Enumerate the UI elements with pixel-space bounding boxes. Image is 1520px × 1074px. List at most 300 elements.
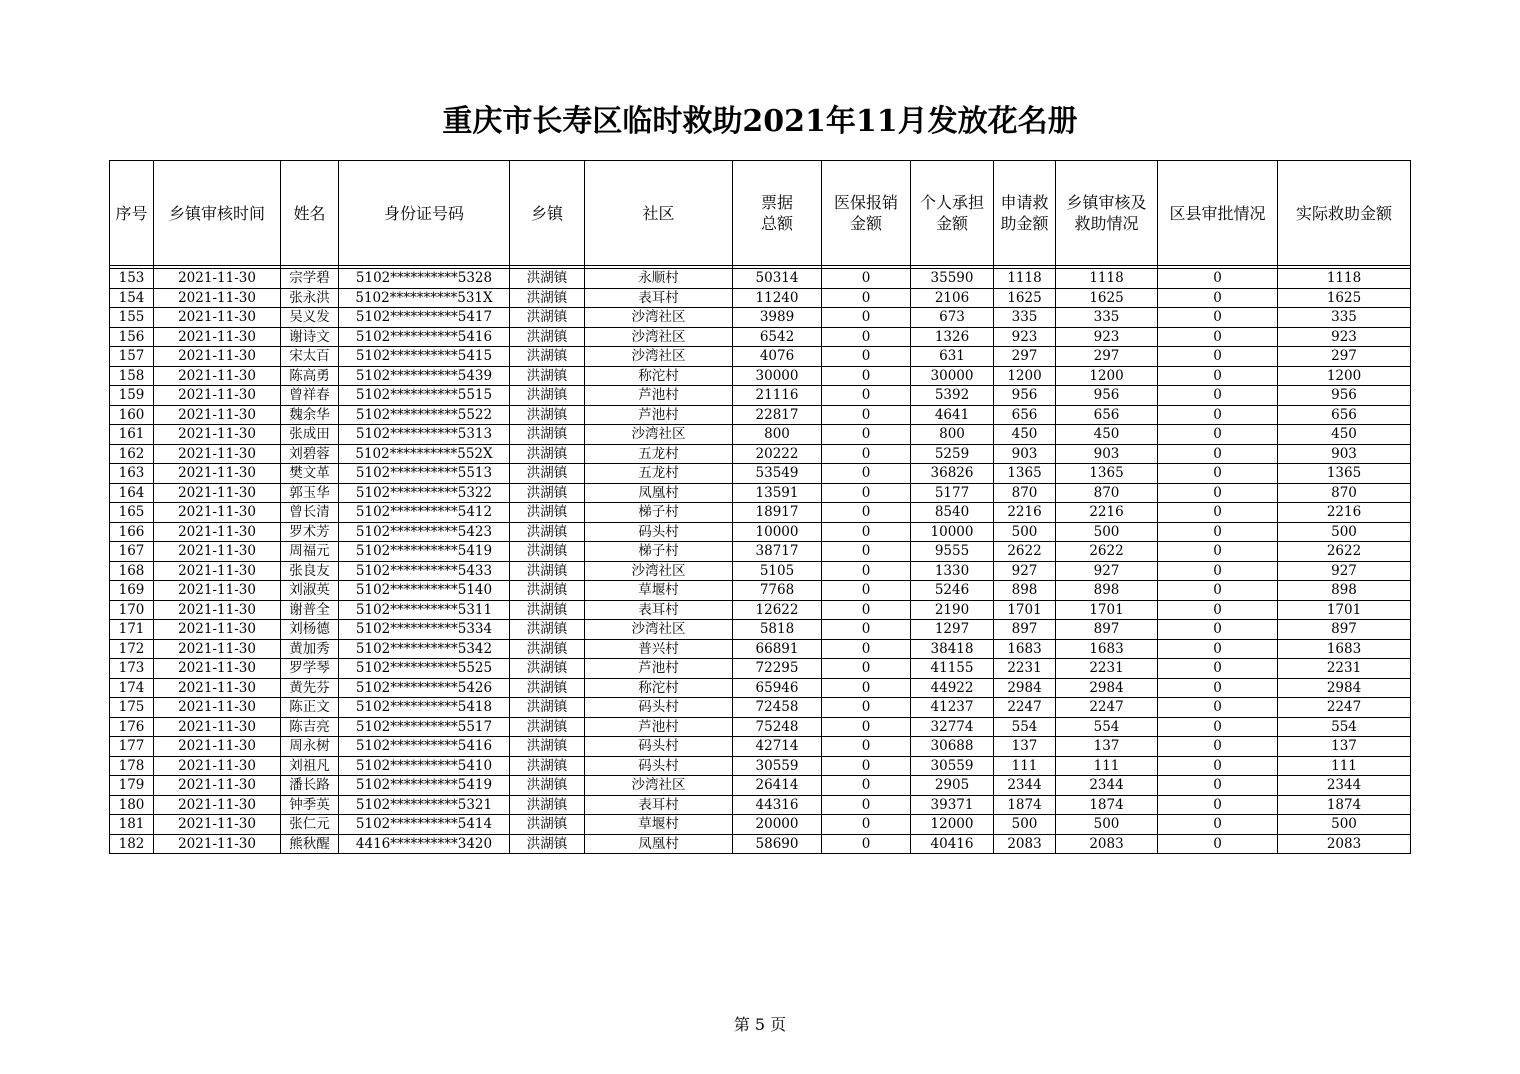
cell-personal-burden: 41155 (911, 659, 994, 679)
cell-town: 洪湖镇 (510, 444, 585, 464)
cell-town: 洪湖镇 (510, 503, 585, 523)
cell-county-approval: 0 (1158, 464, 1278, 484)
cell-review-date: 2021-11-30 (154, 698, 281, 718)
cell-id-number: 5102**********5517 (339, 717, 510, 737)
cell-id-number: 5102**********5416 (339, 327, 510, 347)
cell-actual-amount: 2216 (1278, 503, 1411, 523)
cell-town-review: 2083 (1056, 834, 1158, 854)
cell-id-number: 5102**********5311 (339, 600, 510, 620)
cell-community: 表耳村 (585, 288, 733, 308)
cell-invoice-total: 20000 (733, 815, 822, 835)
table-row (110, 581, 1411, 601)
table-row (110, 308, 1411, 328)
cell-personal-burden: 800 (911, 425, 994, 445)
cell-community: 芦池村 (585, 386, 733, 406)
cell-actual-amount: 923 (1278, 327, 1411, 347)
cell-requested-amount: 1200 (994, 366, 1056, 386)
cell-id-number: 5102**********531X (339, 288, 510, 308)
cell-id-number: 5102**********5313 (339, 425, 510, 445)
cell-requested-amount: 2216 (994, 503, 1056, 523)
cell-review-date: 2021-11-30 (154, 327, 281, 347)
cell-insurance-reimbursed: 0 (822, 386, 911, 406)
cell-serial: 153 (110, 269, 154, 289)
cell-actual-amount: 1365 (1278, 464, 1411, 484)
cell-name: 潘长路 (281, 776, 339, 796)
cell-serial: 157 (110, 347, 154, 367)
cell-insurance-reimbursed: 0 (822, 815, 911, 835)
header-name: 姓名 (281, 161, 339, 266)
table-row (110, 405, 1411, 425)
cell-requested-amount: 923 (994, 327, 1056, 347)
cell-review-date: 2021-11-30 (154, 600, 281, 620)
cell-insurance-reimbursed: 0 (822, 834, 911, 854)
cell-insurance-reimbursed: 0 (822, 347, 911, 367)
cell-invoice-total: 5818 (733, 620, 822, 640)
cell-personal-burden: 30000 (911, 366, 994, 386)
cell-review-date: 2021-11-30 (154, 347, 281, 367)
cell-id-number: 5102**********5417 (339, 308, 510, 328)
cell-name: 谢诗文 (281, 327, 339, 347)
cell-town: 洪湖镇 (510, 756, 585, 776)
cell-town-review: 335 (1056, 308, 1158, 328)
cell-invoice-total: 6542 (733, 327, 822, 347)
cell-personal-burden: 2106 (911, 288, 994, 308)
cell-name: 陈正文 (281, 698, 339, 718)
cell-review-date: 2021-11-30 (154, 737, 281, 757)
cell-name: 张仁元 (281, 815, 339, 835)
cell-insurance-reimbursed: 0 (822, 639, 911, 659)
cell-community: 表耳村 (585, 600, 733, 620)
cell-town: 洪湖镇 (510, 815, 585, 835)
cell-community: 沙湾社区 (585, 776, 733, 796)
cell-town-review: 656 (1056, 405, 1158, 425)
cell-town: 洪湖镇 (510, 698, 585, 718)
cell-name: 刘祖凡 (281, 756, 339, 776)
cell-town: 洪湖镇 (510, 620, 585, 640)
cell-review-date: 2021-11-30 (154, 366, 281, 386)
cell-personal-burden: 5392 (911, 386, 994, 406)
cell-actual-amount: 554 (1278, 717, 1411, 737)
cell-requested-amount: 1874 (994, 795, 1056, 815)
cell-community: 永顺村 (585, 269, 733, 289)
cell-review-date: 2021-11-30 (154, 678, 281, 698)
cell-id-number: 5102**********5525 (339, 659, 510, 679)
cell-review-date: 2021-11-30 (154, 717, 281, 737)
cell-insurance-reimbursed: 0 (822, 581, 911, 601)
table-row (110, 659, 1411, 679)
cell-invoice-total: 11240 (733, 288, 822, 308)
cell-town-review: 1625 (1056, 288, 1158, 308)
cell-review-date: 2021-11-30 (154, 503, 281, 523)
cell-town-review: 297 (1056, 347, 1158, 367)
cell-personal-burden: 9555 (911, 542, 994, 562)
cell-invoice-total: 21116 (733, 386, 822, 406)
cell-actual-amount: 335 (1278, 308, 1411, 328)
cell-personal-burden: 4641 (911, 405, 994, 425)
table-row (110, 678, 1411, 698)
cell-personal-burden: 10000 (911, 522, 994, 542)
cell-town: 洪湖镇 (510, 659, 585, 679)
header-town: 乡镇 (510, 161, 585, 266)
cell-county-approval: 0 (1158, 600, 1278, 620)
cell-actual-amount: 2622 (1278, 542, 1411, 562)
cell-actual-amount: 2083 (1278, 834, 1411, 854)
cell-serial: 173 (110, 659, 154, 679)
cell-name: 谢普全 (281, 600, 339, 620)
cell-community: 码头村 (585, 522, 733, 542)
table-row (110, 522, 1411, 542)
cell-town: 洪湖镇 (510, 795, 585, 815)
cell-review-date: 2021-11-30 (154, 288, 281, 308)
cell-personal-burden: 41237 (911, 698, 994, 718)
cell-id-number: 5102**********5439 (339, 366, 510, 386)
cell-requested-amount: 111 (994, 756, 1056, 776)
cell-insurance-reimbursed: 0 (822, 678, 911, 698)
cell-town: 洪湖镇 (510, 483, 585, 503)
cell-serial: 156 (110, 327, 154, 347)
cell-insurance-reimbursed: 0 (822, 464, 911, 484)
cell-community: 沙湾社区 (585, 620, 733, 640)
cell-requested-amount: 500 (994, 815, 1056, 835)
header-invoice-total: 票据 总额 (733, 161, 822, 266)
cell-invoice-total: 58690 (733, 834, 822, 854)
cell-actual-amount: 1701 (1278, 600, 1411, 620)
cell-insurance-reimbursed: 0 (822, 698, 911, 718)
cell-actual-amount: 500 (1278, 522, 1411, 542)
cell-requested-amount: 335 (994, 308, 1056, 328)
cell-serial: 171 (110, 620, 154, 640)
cell-review-date: 2021-11-30 (154, 620, 281, 640)
cell-requested-amount: 1701 (994, 600, 1056, 620)
cell-requested-amount: 870 (994, 483, 1056, 503)
relief-roster-table (109, 160, 1411, 854)
cell-community: 五龙村 (585, 444, 733, 464)
cell-town-review: 1365 (1056, 464, 1158, 484)
cell-town-review: 903 (1056, 444, 1158, 464)
cell-review-date: 2021-11-30 (154, 639, 281, 659)
table-row (110, 288, 1411, 308)
cell-requested-amount: 1625 (994, 288, 1056, 308)
cell-county-approval: 0 (1158, 659, 1278, 679)
cell-invoice-total: 53549 (733, 464, 822, 484)
table-row (110, 756, 1411, 776)
cell-name: 周永树 (281, 737, 339, 757)
cell-insurance-reimbursed: 0 (822, 425, 911, 445)
cell-town-review: 1200 (1056, 366, 1158, 386)
cell-community: 五龙村 (585, 464, 733, 484)
cell-town-review: 111 (1056, 756, 1158, 776)
cell-invoice-total: 800 (733, 425, 822, 445)
cell-review-date: 2021-11-30 (154, 659, 281, 679)
cell-id-number: 5102**********5419 (339, 776, 510, 796)
cell-id-number: 5102**********5416 (339, 737, 510, 757)
header-serial: 序号 (110, 161, 154, 266)
cell-community: 码头村 (585, 698, 733, 718)
cell-county-approval: 0 (1158, 405, 1278, 425)
table-row (110, 600, 1411, 620)
cell-town-review: 923 (1056, 327, 1158, 347)
cell-town: 洪湖镇 (510, 327, 585, 347)
cell-town-review: 500 (1056, 522, 1158, 542)
cell-county-approval: 0 (1158, 737, 1278, 757)
cell-insurance-reimbursed: 0 (822, 600, 911, 620)
cell-town-review: 554 (1056, 717, 1158, 737)
cell-community: 沙湾社区 (585, 561, 733, 581)
cell-town-review: 927 (1056, 561, 1158, 581)
cell-personal-burden: 44922 (911, 678, 994, 698)
cell-review-date: 2021-11-30 (154, 464, 281, 484)
cell-actual-amount: 1625 (1278, 288, 1411, 308)
table-row (110, 717, 1411, 737)
cell-community: 芦池村 (585, 405, 733, 425)
table-row (110, 444, 1411, 464)
cell-serial: 170 (110, 600, 154, 620)
cell-town-review: 2231 (1056, 659, 1158, 679)
cell-county-approval: 0 (1158, 795, 1278, 815)
cell-county-approval: 0 (1158, 425, 1278, 445)
cell-id-number: 5102**********5513 (339, 464, 510, 484)
cell-town-review: 500 (1056, 815, 1158, 835)
cell-personal-burden: 673 (911, 308, 994, 328)
cell-town-review: 2344 (1056, 776, 1158, 796)
cell-invoice-total: 26414 (733, 776, 822, 796)
cell-personal-burden: 30559 (911, 756, 994, 776)
cell-serial: 178 (110, 756, 154, 776)
cell-name: 张良友 (281, 561, 339, 581)
table-header-row (110, 161, 1411, 266)
cell-insurance-reimbursed: 0 (822, 288, 911, 308)
cell-review-date: 2021-11-30 (154, 542, 281, 562)
cell-requested-amount: 450 (994, 425, 1056, 445)
cell-personal-burden: 1330 (911, 561, 994, 581)
cell-id-number: 5102**********5321 (339, 795, 510, 815)
cell-insurance-reimbursed: 0 (822, 366, 911, 386)
cell-county-approval: 0 (1158, 834, 1278, 854)
cell-requested-amount: 297 (994, 347, 1056, 367)
cell-personal-burden: 5177 (911, 483, 994, 503)
cell-name: 罗学琴 (281, 659, 339, 679)
cell-town-review: 1701 (1056, 600, 1158, 620)
cell-review-date: 2021-11-30 (154, 269, 281, 289)
cell-town: 洪湖镇 (510, 386, 585, 406)
cell-actual-amount: 1118 (1278, 269, 1411, 289)
cell-serial: 169 (110, 581, 154, 601)
page-number: 第 5 页 (733, 1015, 787, 1034)
cell-name: 曾长清 (281, 503, 339, 523)
cell-id-number: 5102**********5426 (339, 678, 510, 698)
cell-invoice-total: 18917 (733, 503, 822, 523)
cell-actual-amount: 450 (1278, 425, 1411, 445)
cell-actual-amount: 1200 (1278, 366, 1411, 386)
cell-community: 码头村 (585, 737, 733, 757)
cell-serial: 177 (110, 737, 154, 757)
cell-review-date: 2021-11-30 (154, 776, 281, 796)
cell-review-date: 2021-11-30 (154, 756, 281, 776)
cell-review-date: 2021-11-30 (154, 425, 281, 445)
cell-county-approval: 0 (1158, 522, 1278, 542)
cell-county-approval: 0 (1158, 366, 1278, 386)
cell-serial: 155 (110, 308, 154, 328)
cell-county-approval: 0 (1158, 542, 1278, 562)
cell-review-date: 2021-11-30 (154, 444, 281, 464)
cell-review-date: 2021-11-30 (154, 795, 281, 815)
cell-actual-amount: 2231 (1278, 659, 1411, 679)
cell-town-review: 1118 (1056, 269, 1158, 289)
cell-requested-amount: 2984 (994, 678, 1056, 698)
cell-personal-burden: 2905 (911, 776, 994, 796)
cell-name: 熊秋醒 (281, 834, 339, 854)
cell-town: 洪湖镇 (510, 581, 585, 601)
cell-actual-amount: 956 (1278, 386, 1411, 406)
cell-town-review: 897 (1056, 620, 1158, 640)
cell-insurance-reimbursed: 0 (822, 327, 911, 347)
cell-name: 黄先芬 (281, 678, 339, 698)
cell-invoice-total: 66891 (733, 639, 822, 659)
header-requested-amount: 申请救 助金额 (994, 161, 1056, 266)
cell-invoice-total: 12622 (733, 600, 822, 620)
table-row (110, 776, 1411, 796)
cell-review-date: 2021-11-30 (154, 405, 281, 425)
cell-insurance-reimbursed: 0 (822, 776, 911, 796)
cell-serial: 167 (110, 542, 154, 562)
header-town-review: 乡镇审核及 救助情况 (1056, 161, 1158, 266)
cell-review-date: 2021-11-30 (154, 581, 281, 601)
cell-personal-burden: 8540 (911, 503, 994, 523)
cell-name: 张成田 (281, 425, 339, 445)
cell-requested-amount: 927 (994, 561, 1056, 581)
cell-town: 洪湖镇 (510, 347, 585, 367)
cell-community: 沙湾社区 (585, 327, 733, 347)
cell-community: 梯子村 (585, 503, 733, 523)
cell-requested-amount: 137 (994, 737, 1056, 757)
cell-requested-amount: 2083 (994, 834, 1056, 854)
cell-actual-amount: 2344 (1278, 776, 1411, 796)
cell-name: 樊文革 (281, 464, 339, 484)
cell-insurance-reimbursed: 0 (822, 483, 911, 503)
cell-community: 普兴村 (585, 639, 733, 659)
cell-requested-amount: 2622 (994, 542, 1056, 562)
cell-community: 沙湾社区 (585, 347, 733, 367)
cell-serial: 182 (110, 834, 154, 854)
cell-personal-burden: 5246 (911, 581, 994, 601)
cell-id-number: 5102**********5322 (339, 483, 510, 503)
cell-id-number: 5102**********5412 (339, 503, 510, 523)
cell-id-number: 5102**********5515 (339, 386, 510, 406)
cell-personal-burden: 12000 (911, 815, 994, 835)
table-row (110, 503, 1411, 523)
cell-invoice-total: 50314 (733, 269, 822, 289)
cell-insurance-reimbursed: 0 (822, 503, 911, 523)
header-insurance-reimbursed: 医保报销 金额 (822, 161, 911, 266)
cell-insurance-reimbursed: 0 (822, 561, 911, 581)
cell-id-number: 5102**********5342 (339, 639, 510, 659)
cell-town-review: 2622 (1056, 542, 1158, 562)
cell-town: 洪湖镇 (510, 600, 585, 620)
cell-requested-amount: 903 (994, 444, 1056, 464)
cell-invoice-total: 72458 (733, 698, 822, 718)
cell-serial: 163 (110, 464, 154, 484)
cell-actual-amount: 297 (1278, 347, 1411, 367)
table-row (110, 795, 1411, 815)
header-county-approval: 区县审批情况 (1158, 161, 1278, 266)
cell-invoice-total: 72295 (733, 659, 822, 679)
table-row (110, 620, 1411, 640)
cell-personal-burden: 5259 (911, 444, 994, 464)
cell-town: 洪湖镇 (510, 366, 585, 386)
cell-insurance-reimbursed: 0 (822, 444, 911, 464)
cell-requested-amount: 956 (994, 386, 1056, 406)
cell-personal-burden: 35590 (911, 269, 994, 289)
cell-community: 沙湾社区 (585, 425, 733, 445)
cell-review-date: 2021-11-30 (154, 834, 281, 854)
cell-requested-amount: 2231 (994, 659, 1056, 679)
cell-actual-amount: 2247 (1278, 698, 1411, 718)
cell-actual-amount: 927 (1278, 561, 1411, 581)
cell-serial: 172 (110, 639, 154, 659)
cell-review-date: 2021-11-30 (154, 308, 281, 328)
cell-town-review: 956 (1056, 386, 1158, 406)
header-community: 社区 (585, 161, 733, 266)
cell-county-approval: 0 (1158, 678, 1278, 698)
cell-id-number: 5102**********5418 (339, 698, 510, 718)
table-row (110, 269, 1411, 289)
cell-county-approval: 0 (1158, 386, 1278, 406)
cell-requested-amount: 2344 (994, 776, 1056, 796)
cell-county-approval: 0 (1158, 483, 1278, 503)
cell-name: 黄加秀 (281, 639, 339, 659)
cell-review-date: 2021-11-30 (154, 815, 281, 835)
cell-town-review: 450 (1056, 425, 1158, 445)
cell-insurance-reimbursed: 0 (822, 620, 911, 640)
cell-community: 称沱村 (585, 366, 733, 386)
cell-community: 码头村 (585, 756, 733, 776)
cell-town-review: 898 (1056, 581, 1158, 601)
cell-actual-amount: 1874 (1278, 795, 1411, 815)
cell-id-number: 5102**********5328 (339, 269, 510, 289)
cell-name: 周福元 (281, 542, 339, 562)
cell-town: 洪湖镇 (510, 776, 585, 796)
cell-serial: 161 (110, 425, 154, 445)
cell-town-review: 1683 (1056, 639, 1158, 659)
cell-insurance-reimbursed: 0 (822, 659, 911, 679)
cell-personal-burden: 1297 (911, 620, 994, 640)
cell-county-approval: 0 (1158, 581, 1278, 601)
cell-personal-burden: 38418 (911, 639, 994, 659)
cell-actual-amount: 870 (1278, 483, 1411, 503)
cell-town: 洪湖镇 (510, 308, 585, 328)
cell-review-date: 2021-11-30 (154, 522, 281, 542)
cell-invoice-total: 4076 (733, 347, 822, 367)
cell-town: 洪湖镇 (510, 542, 585, 562)
cell-id-number: 5102**********5414 (339, 815, 510, 835)
cell-review-date: 2021-11-30 (154, 386, 281, 406)
table-row (110, 542, 1411, 562)
cell-town: 洪湖镇 (510, 561, 585, 581)
table-row (110, 425, 1411, 445)
cell-serial: 176 (110, 717, 154, 737)
cell-id-number: 4416**********3420 (339, 834, 510, 854)
cell-community: 芦池村 (585, 659, 733, 679)
cell-requested-amount: 898 (994, 581, 1056, 601)
cell-invoice-total: 38717 (733, 542, 822, 562)
cell-id-number: 5102**********5522 (339, 405, 510, 425)
cell-serial: 164 (110, 483, 154, 503)
cell-town: 洪湖镇 (510, 522, 585, 542)
cell-serial: 160 (110, 405, 154, 425)
cell-serial: 159 (110, 386, 154, 406)
cell-invoice-total: 5105 (733, 561, 822, 581)
cell-requested-amount: 1365 (994, 464, 1056, 484)
